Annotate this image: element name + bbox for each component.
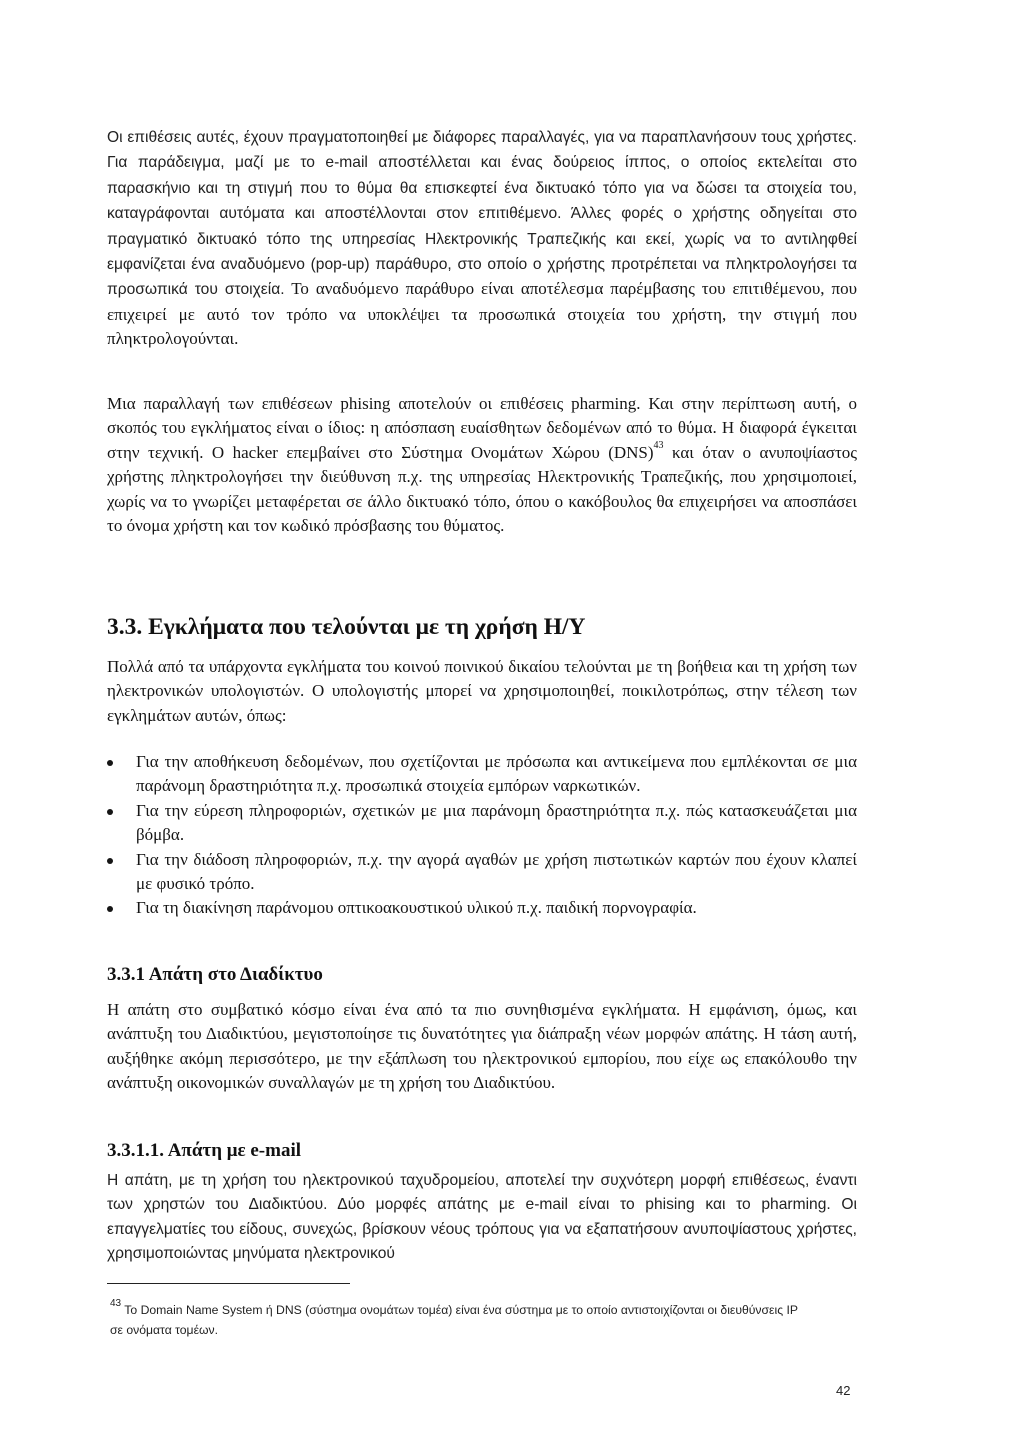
crime-use-list (107, 750, 857, 921)
section-intro-text: Πολλά από τα υπάρχοντα εγκλήματα του κοινού ποινικού δικαίου τελούνται με τη βοήθεια και τη χρήση των ηλεκτρονικών υπολογιστών. Ο υπολογιστής μπορεί να χρησιμοποιηθεί, ποικιλοτρόπως, στην τέλεση των εγκλημάτων αυτών, όπως: (107, 657, 857, 725)
list-item (107, 750, 857, 799)
section-intro (107, 655, 857, 728)
list-item-text: Για την διάδοση πληροφοριών, π.χ. την αγορά αγαθών με χρήση πιστωτικών καρτών που έχουν κλαπεί με φυσικό τρόπο. (136, 849, 857, 894)
list-item-text: Για την εύρεση πληροφοριών, σχετικών με μια παράνομη δραστηριότητα π.χ. πώς κατασκευάζεται μια βόμβα. (136, 800, 857, 845)
subsection-title: 3.3.1.1. Απάτη με e-mail (107, 1140, 302, 1161)
pharming-text-after: και όταν ο ανυποψίαστος χρήστης πληκτρολογήσει την διεύθυνση π.χ. της υπηρεσίας Ηλεκτρονικής Τραπεζικής, που χρησιμοποιεί, χωρίς να το γνωρίζει μεταφέρεται σε άλλο δικτυακό τόπο, όπου ο κακόβουλος θα επιχειρήσει να αποσπάσει το όνομα χρήστη και τον κωδικό πρόσβασης του θύματος. (107, 442, 858, 536)
list-item (107, 896, 857, 920)
footnote-marker: 43 (110, 1297, 122, 1309)
subsection-heading-3-3-1 (107, 964, 857, 986)
paragraph-pharming (107, 392, 857, 538)
footnote-divider (107, 1283, 350, 1284)
bullet-icon (107, 809, 113, 815)
subsection-text: Η απάτη στο συμβατικό κόσμο είναι ένα από τα πιο συνηθισμένα εγκλήματα. Η εμφάνιση, όμως, και ανάπτυξη του Διαδικτύου, μεγιστοποίησε τις δυνατότητες για διάπραξη νέων μορφών απάτης. Η τάση αυτή, αυξήθηκε ακόμη περισσότερο, με την εξάπλωση του ηλεκτρονικού εμπορίου, που είχε ως επακόλουθο την ανάπτυξη οικονομικών συναλλαγών με τη χρήση του Διαδικτύου. (107, 1000, 857, 1093)
footnote-text: Το Domain Name System ή DNS (σύστημα ονομάτων τομέα) είναι ένα σύστημα με το οποίο αντιστοιχίζονται οι διευθύνσεις IP σε ονόματα τομέων. (110, 1303, 798, 1337)
footnote (110, 1297, 810, 1340)
list-item-text: Για την αποθήκευση δεδομένων, που σχετίζονται με πρόσωπα και αντικείμενα που εμπλέκονται σε μια παράνομη δραστηριότητα π.χ. προσωπικά στοιχεία εμπόρων ναρκωτικών. (136, 752, 857, 796)
list-item-text: Για τη διακίνηση παράνομου οπτικοακουστικού υλικού π.χ. παιδική πορνογραφία. (136, 898, 697, 918)
page-number: 42 (836, 1383, 851, 1398)
list-item (107, 799, 857, 848)
paragraph-attack-variations (107, 125, 857, 352)
subsection-text: Η απάτη, με τη χρήση του ηλεκτρονικού ταχυδρομείου, αποτελεί την συχνότερη μορφή επιθέσεως, έναντι των χρηστών του Διαδικτύου. Δύο μορφές απάτης με e-mail είναι το phising και το pharming. Οι επαγγελματίες του είδους, συνεχώς, βρίσκουν νέους τρόπους για να εξαπατήσουν ανυποψίαστους χρήστες, χρησιμοποιώντας μηνύματα ηλεκτρονικού (107, 1172, 857, 1263)
paragraph-part-sans: Οι επιθέσεις αυτές, έχουν πραγματοποιηθεί με διάφορες παραλλαγές, για να παραπλανήσουν τους χρήστες. Για παράδειγμα, μαζί με το e-mail αποστέλλεται και ένας δούρειος ίππος, ο οποίος εκτελείται στο παρασκήνιο και τη στιγμή που το θύμα θα επισκεφτεί ένα δικτυακό τόπο για να δώσει τα στοιχεία του, καταγράφονται αυτόματα και αποστέλλονται στον επιτιθέμενο. Άλλες φορές ο χρήστης οδηγείται στο πραγματικό δικτυακό τόπο της υπηρεσίας Ηλεκτρονικής Τραπεζικής και εκεί, χωρίς να το αντιληφθεί εμφανίζεται ένα αναδυόμενο (pop-up) παράθυρο, στο οποίο ο χρήστης προτρέπεται να πληκτρολογήσει τα προσωπικά του στοιχεία. (107, 129, 857, 299)
footnote-reference: 43 (653, 440, 664, 452)
paragraph-part-serif: Το αναδυόμενο παράθυρο είναι αποτέλεσμα παρέμβασης του επιτιθέμενου, που επιχειρεί με αυτό τον τρόπο να υποκλέψει τα προσωπικά στοιχεία του χρήστη, την στιγμή που πληκτρολογούνται. (107, 279, 857, 349)
bullet-icon (107, 858, 113, 864)
pharming-text-before: Μια παραλλαγή των επιθέσεων phising αποτελούν οι επιθέσεις pharming. Και στην περίπτωση αυτή, ο σκοπός του εγκλήματος είναι ο ίδιος: η απόσπαση ευαίσθητων δεδομένων από το θύμα. Η διαφορά έγκειται στην τεχνική. Ο hacker επεμβαίνει στο Σύστημα Ονομάτων Χώρου (DNS) (107, 394, 857, 462)
subsection-paragraph-email (107, 1169, 857, 1267)
list-item (107, 848, 857, 897)
subsection-heading-3-3-1-1 (107, 1140, 857, 1162)
section-heading-3-3 (107, 614, 857, 641)
bullet-icon (107, 760, 113, 766)
bullet-icon (107, 906, 113, 912)
subsection-title: 3.3.1 Απάτη στο Διαδίκτυο (107, 964, 323, 985)
section-title: 3.3. Εγκλήματα που τελούνται με τη χρήση Η/Υ (107, 614, 586, 640)
subsection-paragraph-fraud (107, 998, 857, 1096)
